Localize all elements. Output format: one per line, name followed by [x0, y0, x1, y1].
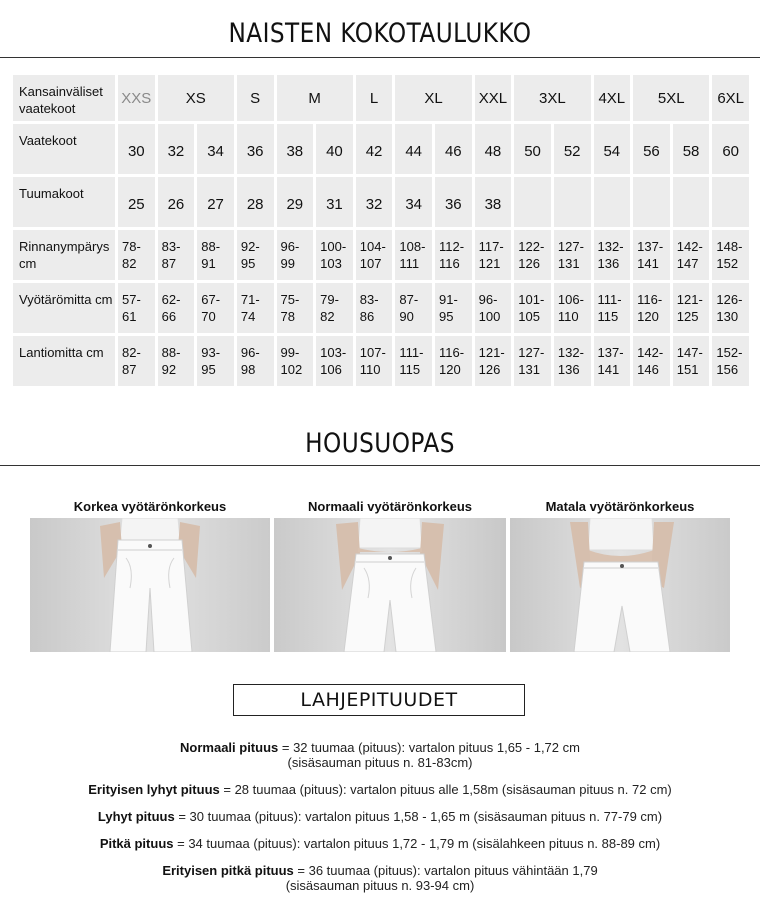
inch-sizes-cell: 28 — [237, 177, 274, 227]
range-part: 146 — [637, 362, 659, 377]
hip-cm-cell — [514, 336, 551, 386]
clothing-sizes-cell: 60 — [712, 124, 749, 174]
inch-sizes-cell: 27 — [197, 177, 234, 227]
range-part: 70 — [201, 309, 216, 324]
range-part: 62- — [161, 292, 181, 307]
range-part: 111- — [399, 345, 424, 360]
bust-cm-cell — [554, 230, 591, 280]
range-part: 156 — [716, 362, 739, 377]
range-part: 120 — [439, 362, 461, 377]
bust-cm-cell — [237, 230, 274, 280]
row-header-international: Kansainväliset vaatekoot — [13, 75, 115, 121]
waist-cm-cell — [118, 283, 155, 333]
range-part: 108- — [399, 239, 426, 254]
range-part: 57- — [122, 292, 141, 307]
hip-cm-cell — [712, 336, 749, 386]
leg-length-item-extra-short — [0, 782, 760, 797]
hip-row — [13, 336, 749, 386]
range-part: 105 — [518, 309, 540, 324]
range-part: 104- — [359, 239, 386, 254]
range-part: 130 — [716, 309, 739, 324]
row-header-clothing: Vaatekoot — [13, 124, 115, 174]
waist-cm-cell — [395, 283, 432, 333]
range-part: 142- — [676, 239, 703, 254]
waist-cm-cell — [554, 283, 591, 333]
waist-cm-cell — [277, 283, 314, 333]
clothing-sizes-cell: 30 — [118, 124, 155, 174]
hip-cm-cell — [554, 336, 591, 386]
range-part: 126- — [716, 292, 743, 307]
waist-cm-cell — [356, 283, 393, 333]
row-header-hip: Lantiomitta cm — [13, 336, 115, 386]
range-part: 125 — [676, 309, 699, 324]
leg-lengths-title: LAHJEPITUUDET — [233, 684, 525, 716]
range-part: 82 — [320, 309, 335, 324]
waist-cm-cell — [475, 283, 512, 333]
bust-cm-cell — [633, 230, 670, 280]
range-part: 71- — [240, 292, 260, 307]
photo-label-normal-waist: Normaali vyötärönkorkeus — [307, 499, 472, 514]
range-part: 87 — [161, 256, 177, 271]
range-part: 103- — [320, 345, 347, 360]
range-part: 96- — [478, 292, 498, 307]
inch-sizes-cell: 36 — [435, 177, 472, 227]
intl-size-cell: XXS — [118, 75, 155, 121]
range-part: 132- — [557, 345, 584, 360]
size-chart-divider — [0, 57, 760, 58]
range-part: 112- — [439, 239, 465, 254]
clothing-sizes-cell: 56 — [633, 124, 670, 174]
range-part: 88- — [201, 239, 221, 254]
leg-length-name: Lyhyt pituus — [97, 809, 175, 824]
range-part: 95 — [240, 256, 256, 271]
range-part: 101- — [518, 292, 545, 307]
range-part: 131 — [518, 362, 540, 377]
intl-size-cell: S — [237, 75, 274, 121]
range-part: 115 — [399, 362, 421, 377]
bust-cm-cell — [277, 230, 314, 280]
low-waist-photo — [510, 518, 730, 652]
range-part: 96- — [240, 345, 260, 360]
bust-cm-cell — [118, 230, 155, 280]
range-part: 92 — [161, 362, 177, 377]
hip-cm-cell — [197, 336, 234, 386]
range-part: 122- — [518, 239, 545, 254]
intl-size-cell: M — [277, 75, 353, 121]
waist-cm-cell — [197, 283, 234, 333]
clothing-sizes-cell: 48 — [475, 124, 512, 174]
clothing-sizes-cell: 32 — [158, 124, 195, 174]
bust-row — [13, 230, 749, 280]
leg-length-description: = 36 tuumaa (pituus): vartalon pituus vähintään 1,79 — [293, 863, 598, 878]
waist-cm-cell — [514, 283, 551, 333]
range-part: 127- — [557, 239, 584, 254]
range-part: 103 — [320, 256, 342, 271]
clothing-sizes-cell: 52 — [554, 124, 591, 174]
range-part: 67- — [201, 292, 221, 307]
waist-cm-cell — [594, 283, 631, 333]
intl-size-cell: 4XL — [594, 75, 631, 121]
range-part: 136 — [557, 362, 580, 377]
range-part: 142- — [637, 345, 664, 360]
bust-cm-cell — [356, 230, 393, 280]
bust-cm-cell — [514, 230, 551, 280]
photo-label-low-waist: Matala vyötärönkorkeus — [545, 499, 695, 514]
range-part: 147- — [676, 345, 703, 360]
range-part: 66 — [161, 309, 177, 324]
row-header-waist: Vyötärömitta cm — [13, 283, 115, 333]
waist-cm-cell — [673, 283, 710, 333]
range-part: 148- — [716, 239, 743, 254]
bust-cm-cell — [435, 230, 472, 280]
leg-length-description-line2: (sisäsauman pituus n. 81-83cm) — [287, 755, 473, 770]
size-chart-title: NAISTEN KOKOTAULUKKO — [228, 18, 532, 49]
clothing-sizes-cell: 50 — [514, 124, 551, 174]
clothing-sizes-cell: 36 — [237, 124, 274, 174]
inch-sizes-row — [13, 177, 749, 227]
waist-cm-cell — [237, 283, 274, 333]
range-part: 111- — [597, 292, 622, 307]
leg-length-item-extra-long — [0, 863, 760, 893]
clothing-sizes-cell: 46 — [435, 124, 472, 174]
intl-size-cell: XXL — [475, 75, 512, 121]
intl-size-cell: XS — [158, 75, 234, 121]
range-part: 91- — [439, 292, 458, 307]
range-part: 110 — [557, 309, 579, 324]
size-table — [10, 72, 752, 389]
range-part: 82 — [122, 256, 137, 271]
range-part: 152 — [716, 256, 739, 271]
hip-cm-cell — [356, 336, 393, 386]
inch-sizes-cell: 34 — [395, 177, 432, 227]
range-part: 90 — [399, 309, 414, 324]
range-part: 137- — [597, 345, 624, 360]
intl-size-cell: 6XL — [712, 75, 749, 121]
clothing-sizes-cell: 38 — [277, 124, 314, 174]
bust-cm-cell — [158, 230, 195, 280]
range-part: 95 — [439, 309, 454, 324]
intl-size-cell: 3XL — [514, 75, 590, 121]
range-part: 82- — [122, 345, 141, 360]
range-part: 107- — [359, 345, 386, 360]
range-part: 87 — [122, 362, 137, 377]
range-part: 78 — [280, 309, 295, 324]
inch-sizes-cell: 31 — [316, 177, 353, 227]
inch-sizes-cell — [633, 177, 670, 227]
inch-sizes-cell — [514, 177, 551, 227]
leg-length-description: = 28 tuumaa (pituus): vartalon pituus alle 1,58m (sisäsauman pituus n. 72 cm) — [219, 782, 672, 797]
inch-sizes-cell: 29 — [277, 177, 314, 227]
leg-length-description-line2: (sisäsauman pituus n. 93-94 cm) — [285, 878, 475, 893]
waist-cm-cell — [435, 283, 472, 333]
bust-cm-cell — [594, 230, 631, 280]
range-part: 93- — [201, 345, 221, 360]
range-part: 106- — [557, 292, 584, 307]
pants-guide-title: HOUSUOPAS — [305, 428, 455, 459]
clothing-sizes-row — [13, 124, 749, 174]
high-waist-photo — [30, 518, 270, 652]
range-part: 87- — [399, 292, 419, 307]
hip-cm-cell — [237, 336, 274, 386]
clothing-sizes-cell: 40 — [316, 124, 353, 174]
range-part: 83- — [359, 292, 379, 307]
intl-size-cell: XL — [395, 75, 471, 121]
inch-sizes-cell: 25 — [118, 177, 155, 227]
hip-cm-cell — [118, 336, 155, 386]
range-part: 88- — [161, 345, 181, 360]
range-part: 78- — [122, 239, 141, 254]
normal-waist-photo — [274, 518, 506, 652]
range-part: 116 — [439, 256, 460, 271]
range-part: 116- — [637, 292, 663, 307]
range-part: 132- — [597, 239, 624, 254]
intl-size-cell: L — [356, 75, 393, 121]
leg-length-name: Normaali pituus — [180, 740, 279, 755]
hip-cm-cell — [633, 336, 670, 386]
range-part: 136 — [597, 256, 620, 271]
waist-cm-cell — [633, 283, 670, 333]
inch-sizes-cell: 38 — [475, 177, 512, 227]
range-part: 126 — [518, 256, 540, 271]
international-sizes-row — [13, 75, 749, 121]
clothing-sizes-cell: 58 — [673, 124, 710, 174]
range-part: 126 — [478, 362, 501, 377]
leg-length-description: = 34 tuumaa (pituus): vartalon pituus 1,72 - 1,79 m (sisälahkeen pituus n. 88-89 cm) — [173, 836, 661, 851]
row-header-inch: Tuumakoot — [13, 177, 115, 227]
hip-cm-cell — [475, 336, 512, 386]
waist-cm-cell — [316, 283, 353, 333]
leg-length-name: Erityisen lyhyt pituus — [88, 782, 220, 797]
range-part: 92- — [240, 239, 260, 254]
hip-cm-cell — [435, 336, 472, 386]
leg-length-description: = 30 tuumaa (pituus): vartalon pituus 1,58 - 1,65 m (sisäsauman pituus n. 77-79 cm) — [174, 809, 663, 824]
bust-cm-cell — [197, 230, 234, 280]
hip-cm-cell — [395, 336, 432, 386]
inch-sizes-cell — [673, 177, 710, 227]
range-part: 83- — [161, 239, 181, 254]
range-part: 127- — [518, 345, 545, 360]
range-part: 131 — [557, 256, 580, 271]
range-part: 107 — [359, 256, 382, 271]
pants-guide-divider — [0, 465, 760, 466]
range-part: 120 — [637, 309, 659, 324]
range-part: 79- — [320, 292, 339, 307]
waist-cm-cell — [158, 283, 195, 333]
range-part: 99- — [280, 345, 300, 360]
range-part: 61 — [122, 309, 137, 324]
range-part: 121 — [478, 256, 501, 271]
hip-cm-cell — [673, 336, 710, 386]
clothing-sizes-cell: 34 — [197, 124, 234, 174]
waist-row — [13, 283, 749, 333]
bust-cm-cell — [316, 230, 353, 280]
leg-length-description: = 32 tuumaa (pituus): vartalon pituus 1,65 - 1,72 cm — [278, 740, 580, 755]
range-part: 151 — [676, 362, 699, 377]
hip-cm-cell — [316, 336, 353, 386]
waist-cm-cell — [712, 283, 749, 333]
clothing-sizes-cell: 54 — [594, 124, 631, 174]
leg-length-name: Pitkä pituus — [99, 836, 174, 851]
range-part: 91 — [201, 256, 216, 271]
leg-length-item-normal — [0, 740, 760, 770]
range-part: 96- — [280, 239, 300, 254]
hip-cm-cell — [594, 336, 631, 386]
clothing-sizes-cell: 44 — [395, 124, 432, 174]
range-part: 111 — [399, 256, 420, 271]
range-part: 95 — [201, 362, 216, 377]
inch-sizes-cell — [594, 177, 631, 227]
photo-label-high-waist: Korkea vyötärönkorkeus — [73, 499, 227, 514]
inch-sizes-cell: 26 — [158, 177, 195, 227]
range-part: 100- — [320, 239, 347, 254]
bust-cm-cell — [712, 230, 749, 280]
range-part: 141 — [597, 362, 620, 377]
hip-cm-cell — [277, 336, 314, 386]
range-part: 116- — [439, 345, 465, 360]
inch-sizes-cell — [712, 177, 749, 227]
range-part: 106 — [320, 362, 342, 377]
leg-length-item-long — [0, 836, 760, 851]
range-part: 110 — [359, 362, 381, 377]
range-part: 121- — [478, 345, 505, 360]
range-part: 137- — [637, 239, 664, 254]
range-part: 99 — [280, 256, 295, 271]
range-part: 86 — [359, 309, 375, 324]
range-part: 121- — [676, 292, 703, 307]
range-part: 115 — [597, 309, 619, 324]
clothing-sizes-cell: 42 — [356, 124, 393, 174]
bust-cm-cell — [395, 230, 432, 280]
leg-length-item-short — [0, 809, 760, 824]
inch-sizes-cell — [554, 177, 591, 227]
leg-length-name: Erityisen pitkä pituus — [162, 863, 294, 878]
bust-cm-cell — [673, 230, 710, 280]
range-part: 117- — [478, 239, 504, 254]
range-part: 75- — [280, 292, 300, 307]
row-header-bust: Rinnanympärys cm — [13, 230, 115, 280]
range-part: 102 — [280, 362, 303, 377]
range-part: 147 — [676, 256, 699, 271]
range-part: 141 — [637, 256, 659, 271]
inch-sizes-cell: 32 — [356, 177, 393, 227]
hip-cm-cell — [158, 336, 195, 386]
range-part: 74 — [240, 309, 256, 324]
intl-size-cell: 5XL — [633, 75, 709, 121]
range-part: 152- — [716, 345, 743, 360]
bust-cm-cell — [475, 230, 512, 280]
range-part: 100 — [478, 309, 501, 324]
range-part: 98 — [240, 362, 256, 377]
